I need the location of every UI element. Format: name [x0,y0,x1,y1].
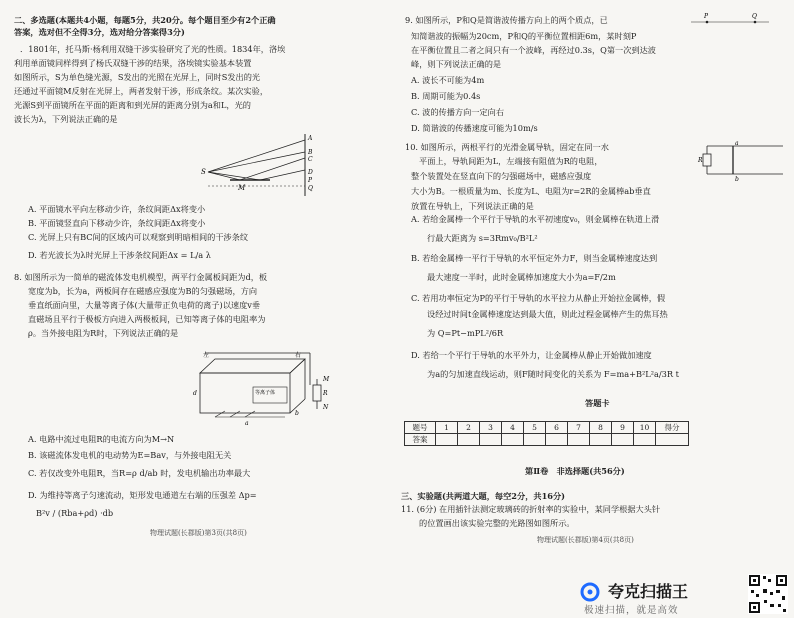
q9-line: 峰，则下列说法正确的是 [411,59,502,69]
q9-option-b: B. 周期可能为0.4s [411,91,481,101]
answer-cell-header: 8 [590,422,612,434]
q8-option-d-formula: B²v / (Rba+ρd) ·db [36,508,114,518]
answer-cell [612,434,634,446]
label-m: M [238,184,246,192]
q10-option-d-cont: 为a的匀加速直线运动，则F随时间变化的关系为 F=ma+B²L²a/3R t [427,369,679,379]
label-q: Q [752,13,757,20]
label-p: P [704,13,709,20]
q11-line: 11. (6分) 在用插针法测定玻璃砖的折射率的实验中，某同学根据大头针 [401,504,661,514]
answer-cell [634,434,656,446]
qr-code-icon [748,574,788,614]
answer-table [404,421,689,446]
q11-line: 的位置画出该实验完整的光路图如图所示。 [419,518,575,528]
q7-option-c: C. 光屏上只有BC间的区域内可以观察到明暗相间的干涉条纹 [28,232,249,242]
q7-option-a: A. 平面镜水平向左移动少许，条纹间距Δx将变小 [28,204,206,214]
scanner-watermark [570,574,790,618]
brand-name: 夸克扫描王 [608,582,689,601]
q8-option-d: D. 为维持等离子匀速流动，矩形发电通道左右端的压强差 Δp= [28,490,257,500]
section-title-cont: 答案，选对但不全得3分，选对给分答案得3分) [14,27,185,37]
q10-option-a-cont: 行最大距离为 s=3Rmv₀/B²L² [427,233,538,243]
q7-line: 光源S到平面镜所在平面的距离和到光屏的距离分别为a和L，光的 [14,100,251,110]
answer-input-row [405,434,689,446]
answer-card-title: 答题卡 [585,398,610,408]
q8-line: 8. 如图所示为一简单的磁流体发电机模型，两平行金属板间距为d，板 [14,272,268,282]
q9-line: 在平衡位置且二者之间只有一个波峰，再经过0.3s，Q第一次到达波 [411,45,656,55]
q7-line: 还通过平面镜M反射在光屏上，两者发射干涉，形成条纹。某次实验， [14,86,269,96]
q9-option-a: A. 波长不可能为4m [411,75,485,85]
answer-cell-header: 1 [436,422,458,434]
part-two-title: 第Ⅱ卷 非选择题(共56分) [525,466,625,476]
answer-header-row [405,422,689,434]
q9-line: 知简谐波的振幅为20cm，P和Q的平衡位置相距6m，某时刻P [411,31,637,41]
label-b: B [308,149,313,156]
label-p: P [308,177,313,184]
answer-cell-header: 得分 [656,422,689,434]
q10-line: 10. 如图所示，两根平行的光滑金属导轨，固定在同一水 [405,142,609,152]
answer-cell [568,434,590,446]
rail-figure [697,138,783,182]
mhd-generator-figure [175,345,335,427]
label-b-dim: b [295,410,299,417]
q10-option-a: A. 若给金属棒一个平行于导轨的水平初速度v₀，则金属棒在轨道上滑 [411,214,660,224]
q8-line: 宽度为b，长为a，两板间存在磁感应强度为B的匀强磁场，方向 [28,286,258,296]
page-footer: 物理试题(长郡版)第4页(共8页) [537,536,634,544]
answer-cell-header: 4 [502,422,524,434]
lloyd-mirror-figure [200,130,320,200]
label-d-dim: d [193,390,197,397]
label-left: 左 [203,352,210,359]
answer-cell-header: 6 [546,422,568,434]
q9-option-d: D. 简谐波的传播速度可能为10m/s [411,123,538,133]
q10-option-c-formula: 为 Q=Pt−mPL²/6R [427,328,504,338]
q8-option-b: B. 该磁流体发电机的电动势为E=Bav，与外接电阻无关 [28,450,232,460]
right-page [397,0,794,618]
label-a-dim: a [245,420,249,427]
q7-line: ．1801年，托马斯·杨利用双缝干涉实验研究了光的性质。1834年，洛埃 [20,44,286,54]
q10-line: 整个装置处在竖直向下的匀强磁场中，磁感应强度 [411,171,592,181]
answer-cell-label: 答案 [405,434,436,446]
page-footer: 物理试题(长郡版)第3页(共8页) [150,529,247,537]
answer-cell [590,434,612,446]
q8-option-c: C. 若仅改变外电阻R，当R=ρ d/ab 时，发电机输出功率最大 [28,468,251,478]
q9-line: 9. 如图所示，P和Q是简谐波传播方向上的两个质点，已 [405,15,608,25]
answer-cell-header: 2 [458,422,480,434]
q10-line: 放置在导轨上，下列说法正确的是 [411,201,534,211]
answer-cell [502,434,524,446]
label-a: A [308,135,313,142]
q10-option-b: B. 若给金属棒一平行于导轨的水平恒定外力F，则当金属棒速度达到 [411,253,658,263]
label-m2: M [323,376,330,383]
q10-option-d: D. 若给一个平行于导轨的水平外力，让金属棒从静止开始做加速度 [411,350,652,360]
q7-option-b: B. 平面镜竖直向下移动少许，条纹间距Δx将变小 [28,218,206,228]
q7-line: 波长为λ，下列说法正确的是 [14,114,118,124]
q8-line: ρ。当外接电阻为R时，下列说法正确的是 [28,328,179,338]
label-s: S [201,168,206,176]
answer-cell-header: 3 [480,422,502,434]
q7-option-d: D. 若光波长为λ时光屏上干涉条纹间距Δx = L/a λ [28,250,211,260]
label-r: R [698,157,703,164]
answer-cell [656,434,689,446]
answer-cell [458,434,480,446]
q10-line: 平面上，导轨间距为L，左端接有阻值为R的电阻， [419,156,603,166]
label-d: D [308,169,313,176]
label-b: b [735,176,739,182]
brand-slogan: 极速扫描，就是高效 [584,605,679,616]
q8-line: 直磁场且平行于极板方向进入两极板间，已知等离子体的电阻率为 [28,314,266,324]
answer-cell-header: 10 [634,422,656,434]
answer-cell [436,434,458,446]
label-n: N [323,404,329,411]
q7-line: 如图所示，S为单色缝光源，S发出的光照在光屏上，同时S发出的光 [14,72,261,82]
answer-cell [524,434,546,446]
q8-line: 垂直纸面向里，大量等离子体(大量带正负电荷的离子)以速度v垂 [28,300,261,310]
label-c: C [308,156,313,163]
q8-option-a: A. 电路中流过电阻R的电流方向为M→N [28,434,175,444]
answer-cell-header: 7 [568,422,590,434]
section-title: 二、多选题(本题共4小题，每题5分，共20分。每个题目至少有2个正确 [14,15,276,25]
label-r: R [323,390,328,397]
answer-cell-header: 5 [524,422,546,434]
answer-cell-header: 9 [612,422,634,434]
label-a: a [735,140,739,147]
answer-cell [546,434,568,446]
wave-pq-figure [691,12,771,26]
q9-option-c: C. 波的传播方向一定向右 [411,107,505,117]
answer-cell-header: 题号 [405,422,436,434]
answer-cell [480,434,502,446]
label-right: 右 [295,352,302,359]
label-q: Q [308,185,313,192]
q10-line: 大小为B。一根质量为m、长度为L、电阻为r=2R的金属棒ab垂直 [411,186,651,196]
q10-option-c-cont: 设经过时间t金属棒速度达到最大值，则此过程金属棒产生的焦耳热 [427,309,668,319]
q10-option-b-cont: 最大速度一半时，此时金属棒加速度大小为a=F/2m [427,272,616,282]
plasma-label: 等离子体 [255,390,276,396]
q10-option-c: C. 若用功率恒定为P的平行于导轨的水平拉力从静止开始拉金属棒，假 [411,293,666,303]
q7-line: 利用单面镜同样得到了杨氏双缝干涉的结果，洛埃镜实验基本装置 [14,58,252,68]
quark-logo-icon [580,582,600,602]
section-three-title: 三、实验题(共两道大题，每空2分，共16分) [401,491,566,501]
